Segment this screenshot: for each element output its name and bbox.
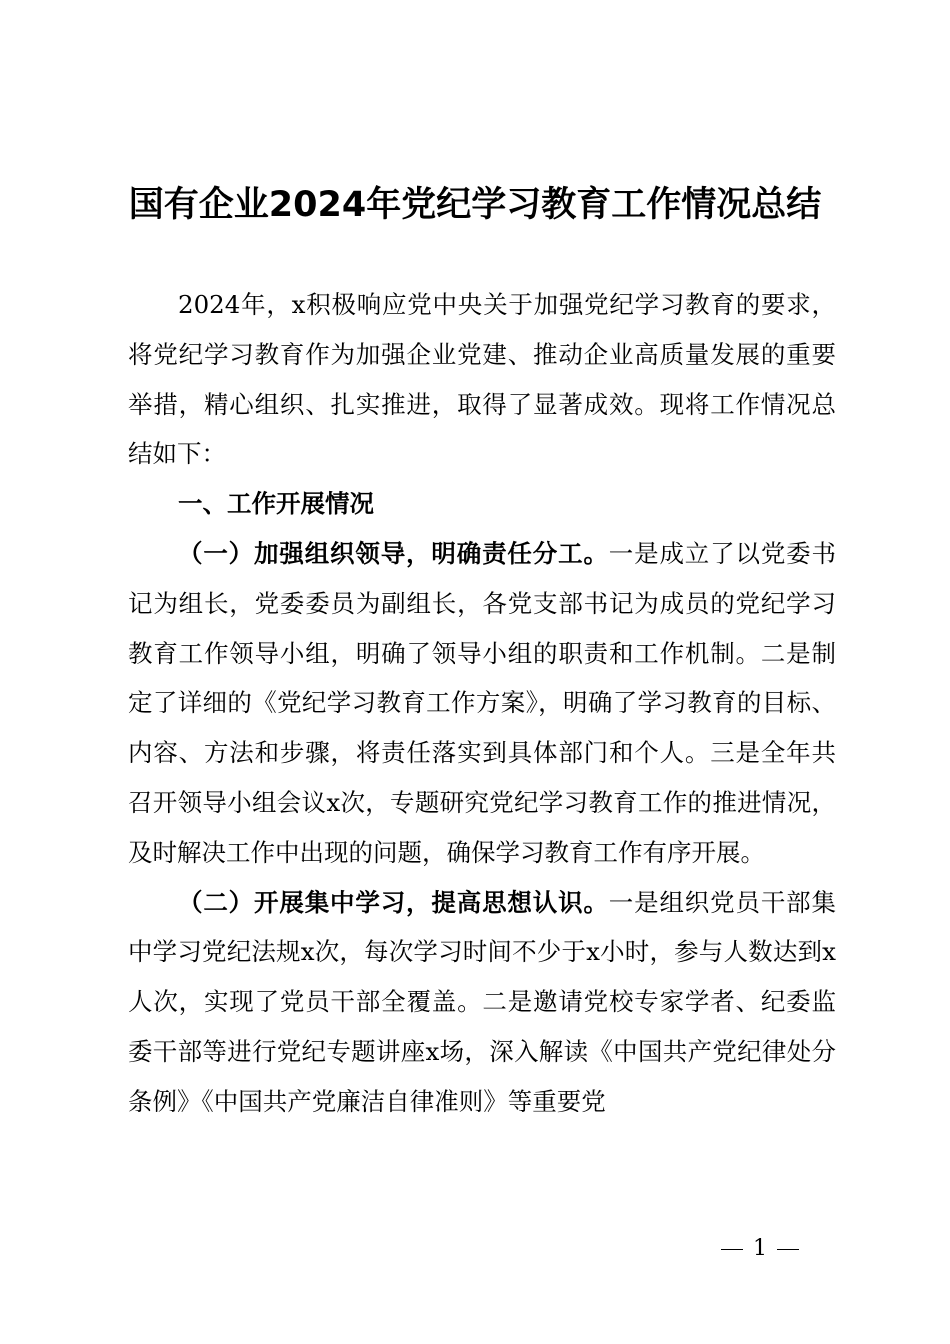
- item-lead-1: （一）加强组织领导，明确责任分工。: [178, 538, 609, 568]
- section-heading: 一、工作开展情况: [178, 489, 374, 519]
- page-number-value: 1: [753, 1236, 767, 1261]
- item-body-1: 一是成立了以党委书记为组长，党委委员为副组长，各党支部书记为成员的党纪学习教育工作领导小组，明确了领导小组的职责和工作机制。二是制定了详细的《党纪学习教育工作方案》，明确了学习教育的目标、内容、方法和步骤，将责任落实到具体部门和个人。三是全年共召开领导小组会议x次，专题研究党纪学习教育工作的推进情况，及时解决工作中出现的问题，确保学习教育工作有序开展。: [128, 538, 837, 867]
- dash-left: [721, 1249, 743, 1250]
- item-paragraph-2: [128, 878, 836, 1127]
- item-lead-2: （二）开展集中学习，提高思想认识。: [178, 887, 609, 917]
- intro-paragraph: 2024年，x积极响应党中央关于加强党纪学习教育的要求，将党纪学习教育作为加强企业党建、推动企业高质量发展的重要举措，精心组织、扎实推进，取得了显著成效。现将工作情况总结如下：: [128, 290, 836, 469]
- item-body-2: 一是组织党员干部集中学习党纪法规x次，每次学习时间不少于x小时，参与人数达到x人次，实现了党员干部全覆盖。二是邀请党校专家学者、纪委监委干部等进行党纪专题讲座x场，深入解读《中国共产党纪律处分条例》《中国共产党廉洁自律准则》等重要党: [128, 887, 837, 1116]
- document-body: [128, 280, 836, 1127]
- document-title: 国有企业2024年党纪学习教育工作情况总结: [128, 185, 822, 225]
- page-number: [0, 1234, 950, 1264]
- item-paragraph-1: [128, 529, 836, 878]
- dash-right: [777, 1249, 799, 1250]
